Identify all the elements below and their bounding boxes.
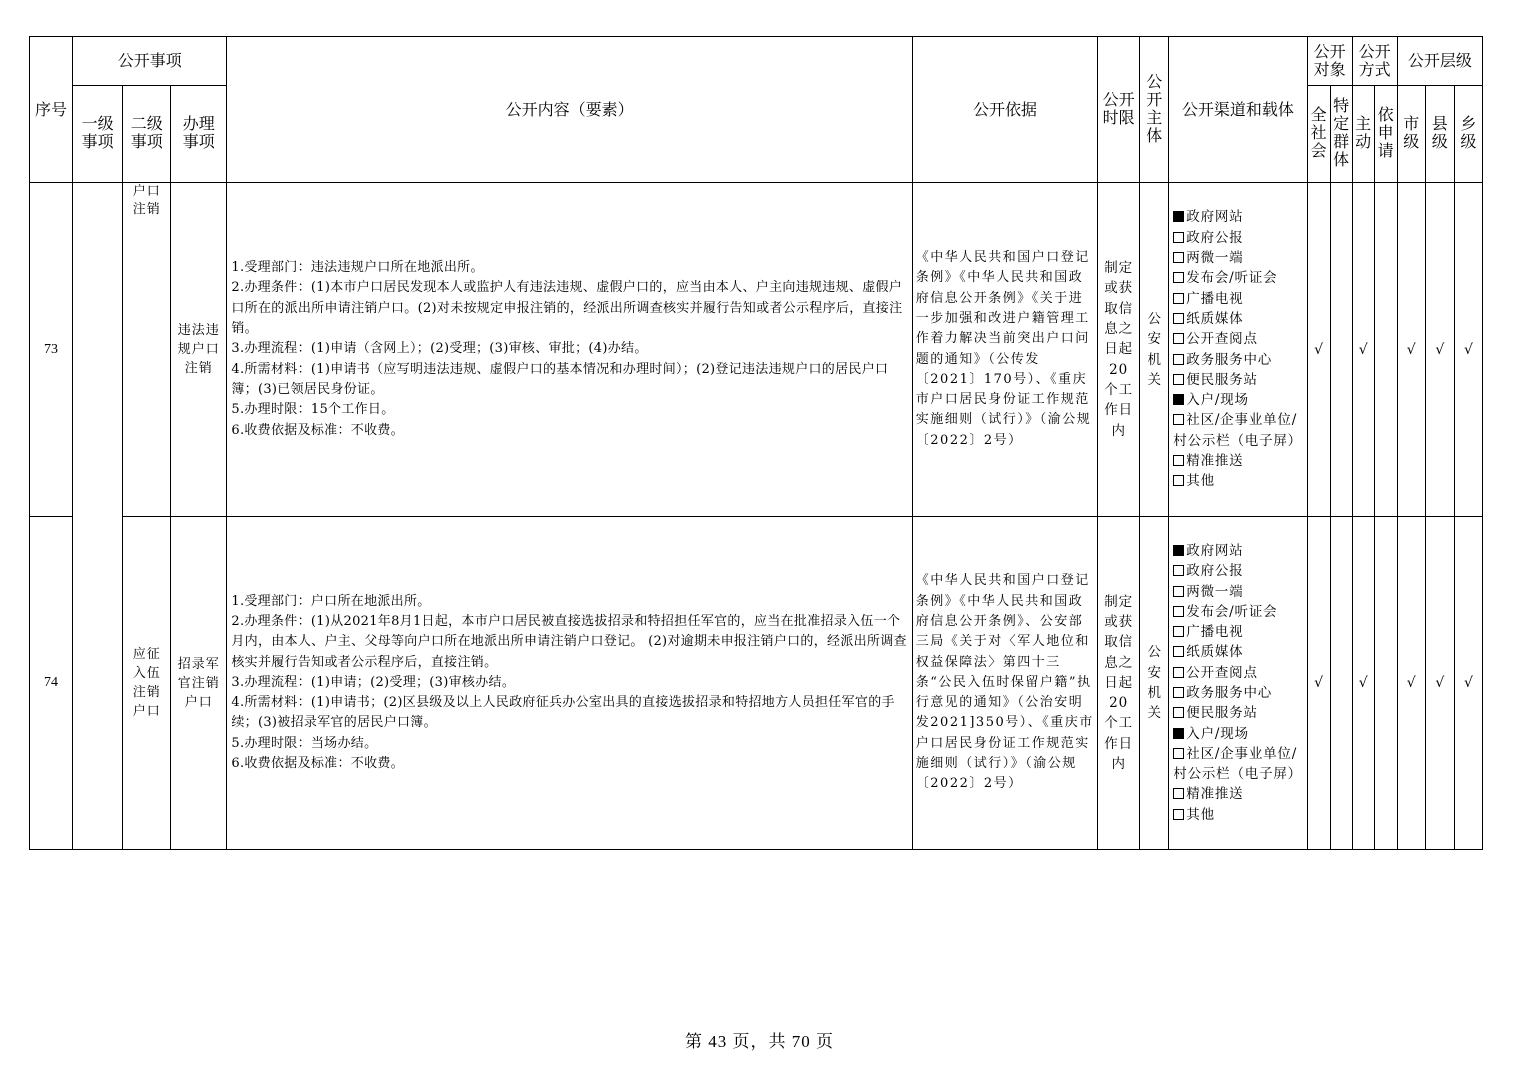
row-seq: 73 xyxy=(30,183,73,517)
content-line: 3.办理流程：(1)申请；(2)受理；(3)审核办结。 xyxy=(231,674,516,690)
channel-item xyxy=(1173,248,1306,268)
header-target-all: 全社会 xyxy=(1307,86,1330,183)
row-content xyxy=(227,183,912,517)
row-level-town: √ xyxy=(1454,183,1482,517)
channel-label: 政务服务中心 xyxy=(1186,685,1273,701)
header-target-specific: 特定群体 xyxy=(1330,86,1352,183)
channel-label: 纸质媒体 xyxy=(1186,310,1244,327)
disclosure-table xyxy=(29,36,1483,850)
channel-label: 纸质媒体 xyxy=(1186,644,1244,661)
row-handle: 招录军官注销户口 xyxy=(171,517,227,850)
channel-label: 便民服务站 xyxy=(1186,371,1258,388)
content-line: 2.办理条件：(1)从2021年8月1日起，本市户口居民被直接选拔招录和特招担任军官的，应当在批准招录入伍一个月内，由本人、户主、父母等向户口所在地派出所申请注销户口登记。 (2)对逾期未申报注销户口的，经派出所调查核实并履行告知或者公示程序后，直接注销。 xyxy=(231,613,907,670)
channel-item xyxy=(1173,268,1306,288)
channel-item xyxy=(1173,309,1306,329)
channel-label: 政府公报 xyxy=(1186,229,1244,246)
header-level1: 一级事项 xyxy=(73,86,123,183)
unchecked-box-icon xyxy=(1173,565,1184,576)
unchecked-box-icon xyxy=(1173,687,1184,698)
table-row xyxy=(30,517,1483,850)
unchecked-box-icon xyxy=(1173,809,1184,820)
checked-box-icon xyxy=(1173,394,1184,405)
unchecked-box-icon xyxy=(1173,414,1184,425)
channel-label: 政府公报 xyxy=(1186,563,1244,580)
checked-box-icon xyxy=(1173,728,1184,739)
channel-label: 广播电视 xyxy=(1186,624,1244,641)
unchecked-box-icon xyxy=(1173,646,1184,657)
page-number: 第 43 页，共 70 页 xyxy=(685,1032,834,1051)
unchecked-box-icon xyxy=(1173,707,1184,718)
channel-item xyxy=(1173,663,1306,683)
content-line: 3.办理流程：(1)申请（含网上）；(2)受理；(3)审核、审批；(4)办结。 xyxy=(231,341,648,357)
header-time-limit: 公开时限 xyxy=(1098,37,1140,183)
channel-item xyxy=(1173,289,1306,309)
channel-label: 两微一端 xyxy=(1186,250,1244,267)
channel-item xyxy=(1173,582,1306,602)
row-target-specific xyxy=(1330,183,1352,517)
row-level-city: √ xyxy=(1397,517,1425,850)
channel-item xyxy=(1173,471,1306,491)
header-level-county: 县级 xyxy=(1425,86,1454,183)
header-method-request: 依申请 xyxy=(1374,86,1397,183)
unchecked-box-icon xyxy=(1173,313,1184,324)
unchecked-box-icon xyxy=(1173,667,1184,678)
channel-item xyxy=(1173,642,1306,662)
row-level-city: √ xyxy=(1397,183,1425,517)
row-level-county: √ xyxy=(1425,517,1454,850)
channel-item xyxy=(1173,683,1306,703)
row-basis: 《中华人民共和国户口登记条例》《中华人民共和国政府信息公开条例》、公安部三局《关于对〈军人地位和权益保障法〉第四十三条“公民入伍时保留户籍”执行意见的通知》（公治安明发2021]350号）、《重庆市户口居民身份证工作规范实施细则（试行）》（渝公规〔2022〕2号） xyxy=(912,517,1097,850)
row-level2: 户口注销 xyxy=(123,183,171,517)
channel-item xyxy=(1173,561,1306,581)
header-level-town: 乡级 xyxy=(1454,86,1482,183)
header-target: 公开对象 xyxy=(1307,37,1352,86)
unchecked-box-icon xyxy=(1173,354,1184,365)
unchecked-box-icon xyxy=(1173,333,1184,344)
content-line: 2.办理条件：(1)本市户口居民发现本人或监护人有违法违规、虚假户口的，应当由本人、户主向违规违规、虚假户口所在的派出所申请注销户口。(2)对未按规定申报注销的，经派出所调查核实并履行告知或者公示程序后，直接注销。 xyxy=(231,280,903,337)
channel-item xyxy=(1173,207,1306,227)
channel-item xyxy=(1173,370,1306,390)
channel-item xyxy=(1173,805,1306,825)
content-line: 5.办理时限：15个工作日。 xyxy=(231,402,395,418)
row-channels xyxy=(1169,183,1307,517)
header-content: 公开内容（要素） xyxy=(227,37,912,183)
row-method-active: √ xyxy=(1352,183,1374,517)
channel-label: 发布会/听证会 xyxy=(1186,603,1278,620)
header-seq: 序号 xyxy=(30,37,73,183)
channel-label: 政府网站 xyxy=(1186,542,1244,559)
unchecked-box-icon xyxy=(1173,252,1184,263)
channel-label: 便民服务站 xyxy=(1186,705,1258,722)
row-target-all: √ xyxy=(1307,183,1330,517)
unchecked-box-icon xyxy=(1173,272,1184,283)
channel-item xyxy=(1173,724,1306,744)
channel-label: 社区/企事业单位/村公示栏（电子屏） xyxy=(1173,745,1302,783)
channel-label: 社区/企事业单位/村公示栏（电子屏） xyxy=(1173,412,1302,449)
header-level2: 二级事项 xyxy=(123,86,171,183)
channel-item xyxy=(1173,228,1306,248)
row-level1 xyxy=(73,183,123,850)
channel-label: 精准推送 xyxy=(1186,452,1244,469)
header-level: 公开层级 xyxy=(1397,37,1482,86)
row-level-town: √ xyxy=(1454,517,1482,850)
content-line: 4.所需材料：(1)申请书（应写明违法违规、虚假户口的基本情况和办理时间）；(2)登记违法违规户口的居民户口簿；(3)已领居民身份证。 xyxy=(231,361,889,397)
unchecked-box-icon xyxy=(1173,748,1184,759)
channel-label: 入户/现场 xyxy=(1186,392,1249,409)
content-line: 1.受理部门：违法违规户口所在地派出所。 xyxy=(231,260,484,276)
unchecked-box-icon xyxy=(1173,232,1184,243)
header-level-city: 市级 xyxy=(1397,86,1425,183)
channel-item xyxy=(1173,350,1306,370)
unchecked-box-icon xyxy=(1173,293,1184,304)
channel-item xyxy=(1173,703,1306,723)
row-target-all: √ xyxy=(1307,517,1330,850)
row-target-specific xyxy=(1330,517,1352,850)
checked-box-icon xyxy=(1173,545,1184,556)
header-method: 公开方式 xyxy=(1352,37,1397,86)
row-level-county: √ xyxy=(1425,183,1454,517)
channel-label: 政府网站 xyxy=(1186,209,1244,226)
channel-item xyxy=(1173,602,1306,622)
unchecked-box-icon xyxy=(1173,455,1184,466)
row-content xyxy=(227,517,912,850)
channel-item xyxy=(1173,329,1306,349)
channel-item xyxy=(1173,410,1306,451)
unchecked-box-icon xyxy=(1173,475,1184,486)
content-line: 6.收费依据及标准：不收费。 xyxy=(231,756,404,772)
content-line: 6.收费依据及标准：不收费。 xyxy=(231,422,404,438)
row-seq: 74 xyxy=(30,517,73,850)
channel-label: 政务服务中心 xyxy=(1186,351,1273,368)
row-time-limit: 制定或获取信息之日起20个工作日内 xyxy=(1098,517,1140,850)
header-handle: 办理事项 xyxy=(171,86,227,183)
unchecked-box-icon xyxy=(1173,586,1184,597)
row-level2: 应征入伍注销户口 xyxy=(123,517,171,850)
content-line: 1.受理部门：户口所在地派出所。 xyxy=(231,593,431,609)
content-line: 5.办理时限：当场办结。 xyxy=(231,735,378,751)
channel-item xyxy=(1173,451,1306,471)
unchecked-box-icon xyxy=(1173,626,1184,637)
channel-label: 发布会/听证会 xyxy=(1186,270,1278,287)
channel-label: 其他 xyxy=(1186,473,1215,490)
row-channels xyxy=(1169,517,1307,850)
channel-label: 入户/现场 xyxy=(1186,725,1249,742)
channel-label: 公开查阅点 xyxy=(1186,331,1258,348)
row-subject: 公安机关 xyxy=(1140,183,1169,517)
header-method-active: 主动 xyxy=(1352,86,1374,183)
channel-label: 两微一端 xyxy=(1186,583,1244,600)
channel-item xyxy=(1173,784,1306,804)
channel-label: 其他 xyxy=(1186,806,1215,823)
channel-label: 精准推送 xyxy=(1186,786,1244,803)
row-method-request xyxy=(1374,517,1397,850)
row-time-limit: 制定或获取信息之日起20个工作日内 xyxy=(1098,183,1140,517)
unchecked-box-icon xyxy=(1173,788,1184,799)
channel-item xyxy=(1173,541,1306,561)
checked-box-icon xyxy=(1173,211,1184,222)
channel-item xyxy=(1173,622,1306,642)
row-method-request xyxy=(1374,183,1397,517)
table-row xyxy=(30,183,1483,517)
row-method-active: √ xyxy=(1352,517,1374,850)
header-public-matter: 公开事项 xyxy=(73,37,227,86)
channel-label: 公开查阅点 xyxy=(1186,664,1258,681)
unchecked-box-icon xyxy=(1173,374,1184,385)
header-basis: 公开依据 xyxy=(912,37,1097,183)
row-basis: 《中华人民共和国户口登记条例》《中华人民共和国政府信息公开条例》《关于进一步加强和改进户籍管理工作着力解决当前突出户口问题的通知》（公传发〔2021〕170号）、《重庆市户口居民身份证工作规范实施细则（试行）》（渝公规〔2022〕2号） xyxy=(912,183,1097,517)
row-handle: 违法违规户口注销 xyxy=(171,183,227,517)
unchecked-box-icon xyxy=(1173,606,1184,617)
content-line: 4.所需材料：(1)申请书；(2)区县级及以上人民政府征兵办公室出具的直接选拔招录和特招地方人员担任军官的手续；(3)被招录军官的居民户口簿。 xyxy=(231,695,895,731)
header-subject: 公开主体 xyxy=(1140,37,1169,183)
row-subject: 公安机关 xyxy=(1140,517,1169,850)
channel-label: 广播电视 xyxy=(1186,290,1244,307)
channel-item xyxy=(1173,390,1306,410)
header-channels: 公开渠道和载体 xyxy=(1169,37,1307,183)
channel-item xyxy=(1173,744,1306,785)
